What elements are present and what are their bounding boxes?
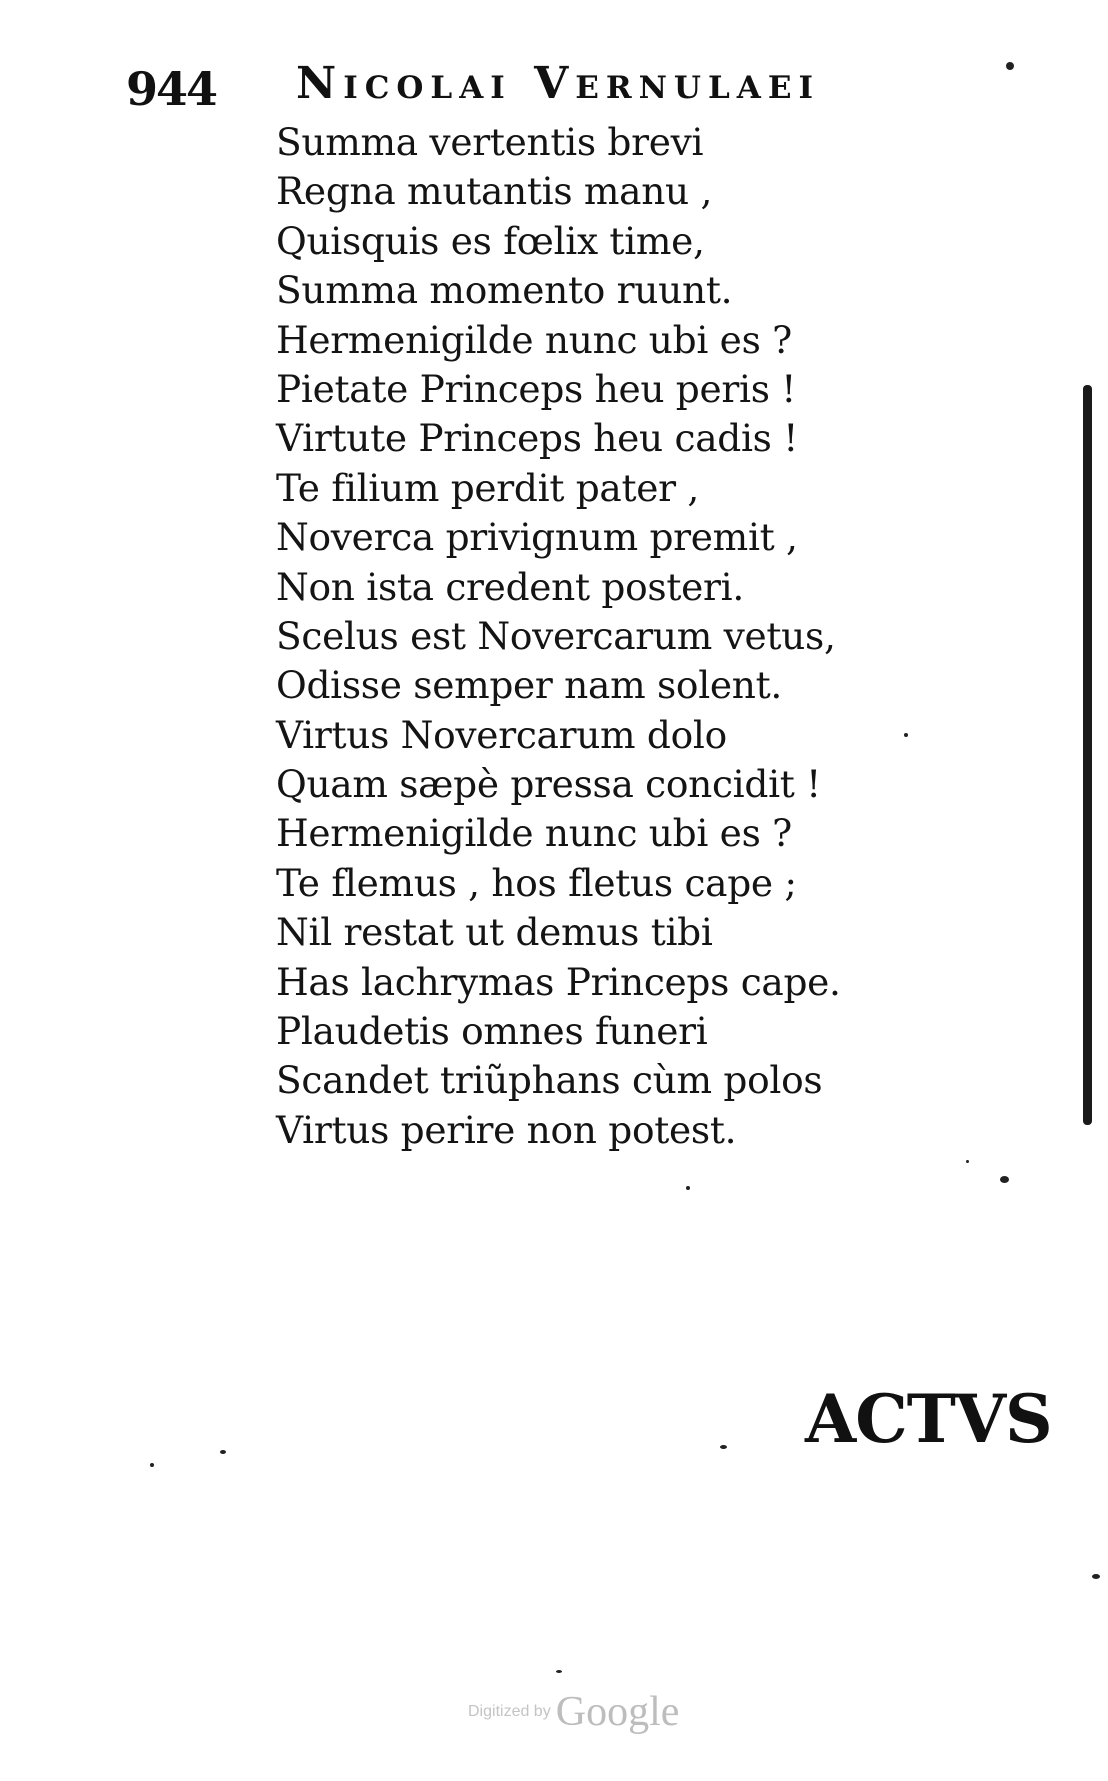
verse-line: Te flemus , hos fletus cape ; [276, 860, 797, 905]
verse-line: Odisse semper nam solent. [276, 663, 783, 708]
page-number: 944 [126, 62, 217, 116]
digitizer-watermark [468, 1688, 679, 1736]
verse-line: Quam sæpè pressa concidit ! [276, 762, 821, 807]
verse-line: Virtute Princeps heu cadis ! [276, 416, 799, 461]
verse-line: Summa momento ruunt. [276, 268, 733, 313]
catchword: ACTVS [805, 1380, 1052, 1458]
scan-speck [220, 1450, 226, 1454]
scan-speck [966, 1160, 969, 1163]
verse-block [276, 118, 841, 1155]
verse-line: Plaudetis omnes funeri [276, 1009, 708, 1054]
verse-line: Nil restat ut demus tibi [276, 910, 713, 955]
verse-line: Regna mutantis manu , [276, 169, 713, 214]
verse-line: Scelus est Novercarum vetus, [276, 613, 836, 658]
scan-speck [720, 1445, 727, 1449]
verse-line: Te filium perdit pater , [276, 465, 700, 510]
scan-speck [1000, 1176, 1009, 1183]
running-head: Nicolai Vernulaei [296, 58, 820, 109]
scan-speck [686, 1186, 690, 1190]
verse-line: Summa vertentis brevi [276, 120, 704, 164]
verse-line: Scandet triũphans cùm polos [276, 1058, 823, 1103]
verse-line: Non ista credent posteri. [276, 564, 744, 609]
scan-speck [556, 1670, 562, 1673]
scan-speck [1006, 62, 1014, 70]
verse-line: Virtus Novercarum dolo [276, 712, 727, 757]
verse-line: Noverca privignum premit , [276, 515, 798, 560]
verse-line: Virtus perire non potest. [276, 1107, 737, 1152]
verse-line: Has lachrymas Princeps cape. [276, 959, 841, 1004]
binding-shadow [1083, 385, 1092, 1125]
google-logo: Google [555, 1689, 680, 1735]
verse-line: Quisquis es fœlix time, [276, 218, 705, 263]
verse-line: Hermenigilde nunc ubi es ? [276, 811, 792, 856]
verse-line: Hermenigilde nunc ubi es ? [276, 317, 792, 362]
verse-line: Pietate Princeps heu peris ! [276, 366, 797, 411]
scan-speck [904, 733, 908, 737]
scan-speck [150, 1463, 154, 1467]
scan-speck [1092, 1574, 1100, 1579]
digitizer-prefix: Digitized by [468, 1703, 551, 1720]
